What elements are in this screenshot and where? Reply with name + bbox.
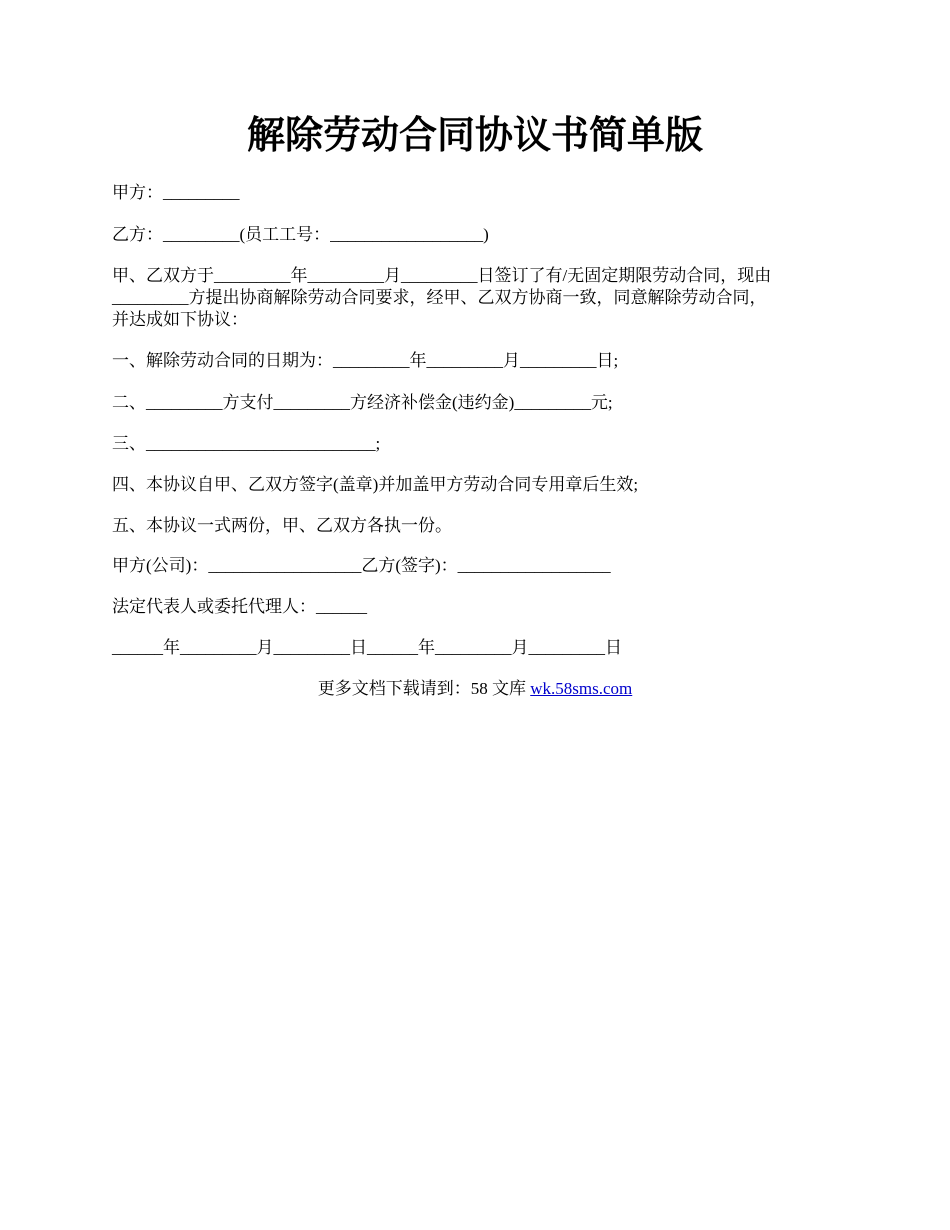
footer-note [0, 678, 950, 700]
clause-5: 五、本协议一式两份，甲、乙双方各执一份。 [112, 516, 452, 535]
footer-link[interactable]: wk.58sms.com [530, 679, 633, 698]
party-a-line: 甲方：_________ [112, 183, 240, 202]
representative-line: 法定代表人或委托代理人：______ [112, 597, 367, 616]
signature-line: 甲方(公司)：__________________乙方(签字)：__________________ [112, 556, 611, 575]
intro-line-2: _________方提出协商解除劳动合同要求，经甲、乙双方协商一致，同意解除劳动合同， [112, 288, 767, 307]
intro-paragraph [112, 265, 842, 331]
date-line: ______年_________月_________日______年_________月_________日 [112, 638, 622, 657]
party-b-line: 乙方：_________(员工工号：__________________) [112, 225, 489, 244]
intro-line-1: 甲、乙双方于_________年_________月_________日签订了有/无固定期限劳动合同，现由 [112, 266, 772, 285]
intro-line-3: 并达成如下协议： [112, 310, 248, 329]
footer-text: 更多文档下载请到：58 文库 [317, 679, 531, 698]
clause-4: 四、本协议自甲、乙双方签字(盖章)并加盖甲方劳动合同专用章后生效; [112, 475, 639, 494]
document-title: 解除劳动合同协议书简单版 [246, 115, 703, 157]
clause-2: 二、_________方支付_________方经济补偿金(违约金)_________元; [112, 393, 613, 412]
clause-3: 三、___________________________; [112, 434, 381, 453]
clause-1: 一、解除劳动合同的日期为：_________年_________月_________日; [112, 351, 619, 370]
